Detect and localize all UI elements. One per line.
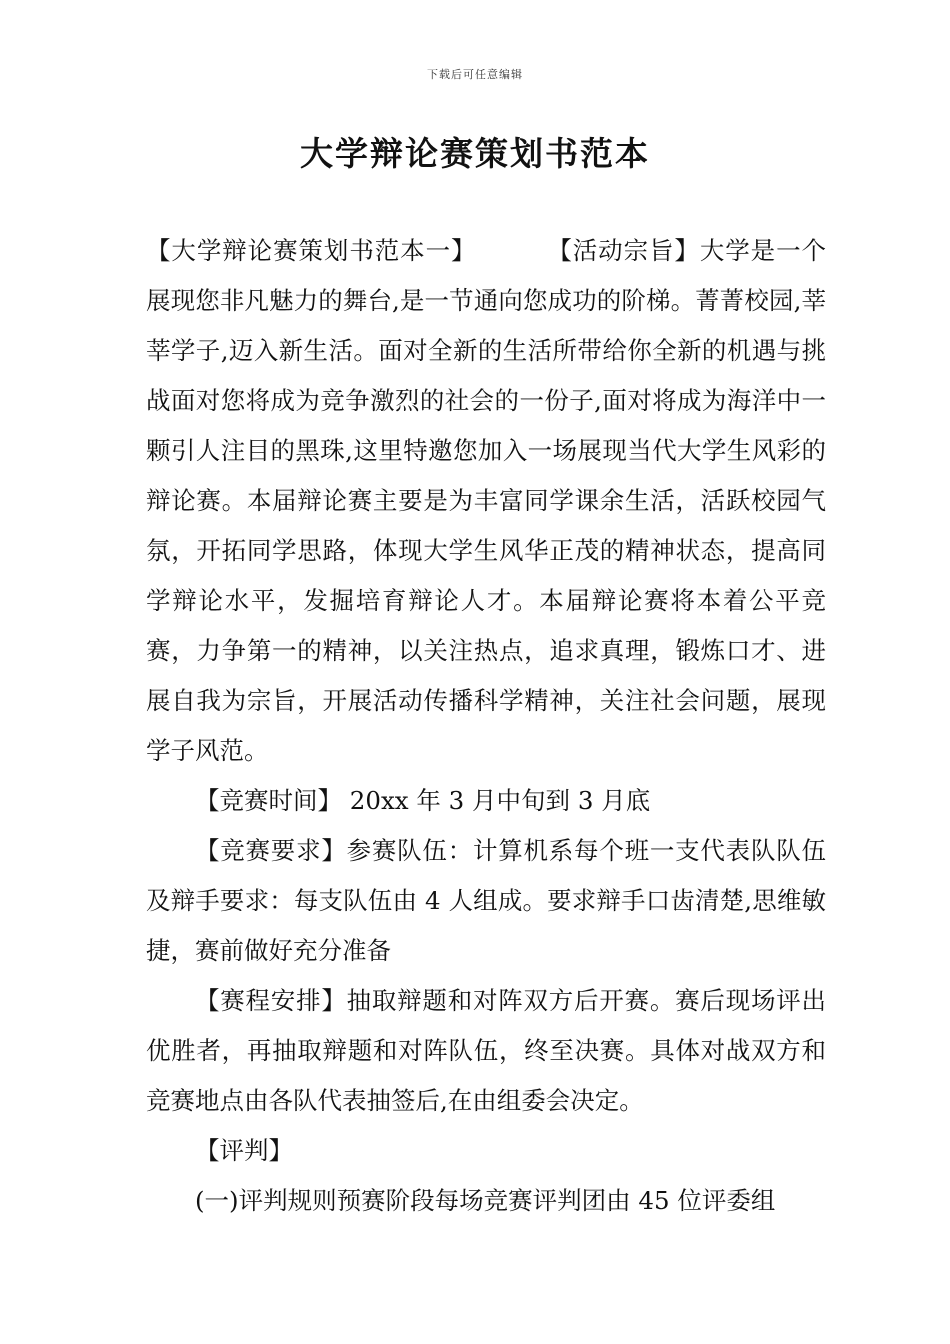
header-note: 下载后可任意编辑 <box>427 68 523 81</box>
purpose-text: 大学是一个展现您非凡魅力的舞台,是一节通向您成功的阶梯。菁菁校园,莘莘学子,迈入新生活。面对全新的生活所带给你全新的机遇与挑战面对您将成为竞争激烈的社会的一份子,面对将成为海洋中一颗引人注目的黑珠,这里特邀您加入一场展现当代大学生风彩的辩论赛。本届辩论赛主要是为丰富同学课余生活，活跃校园气氛，开拓同学思路，体现大学生风华正茂的精神状态，提高同学辩论水平，发掘培育辩论人才。本届辩论赛将本着公平竞赛，力争第一的精神，以关注热点，追求真理，锻炼口才、进展自我为宗旨，开展活动传播科学精神，关注社会问题，展现学子风范。 <box>146 236 827 765</box>
document-body <box>146 226 826 1226</box>
paragraph-judging-heading: 【评判】 <box>195 1136 293 1165</box>
paragraph-schedule: 【赛程安排】抽取辩题和对阵双方后开赛。赛后现场评出优胜者，再抽取辩题和对阵队伍，终至决赛。具体对战双方和竞赛地点由各队代表抽签后,在由组委会决定。 <box>146 986 826 1115</box>
paragraph-time: 【竞赛时间】 20xx 年 3 月中旬到 3 月底 <box>195 786 651 815</box>
paragraph-intro <box>146 226 826 776</box>
document-title: 大学辩论赛策划书范本 <box>300 134 650 173</box>
paragraph-judging-rules: (一)评判规则预赛阶段每场竞赛评判团由 45 位评委组 <box>195 1186 776 1215</box>
section-label: 【大学辩论赛策划书范本一】 <box>146 236 477 265</box>
purpose-label: 【活动宗旨】 <box>546 236 700 265</box>
paragraph-requirements: 【竞赛要求】参赛队伍：计算机系每个班一支代表队队伍及辩手要求：每支队伍由 4 人组成。要求辩手口齿清楚,思维敏捷，赛前做好充分准备 <box>146 836 826 965</box>
